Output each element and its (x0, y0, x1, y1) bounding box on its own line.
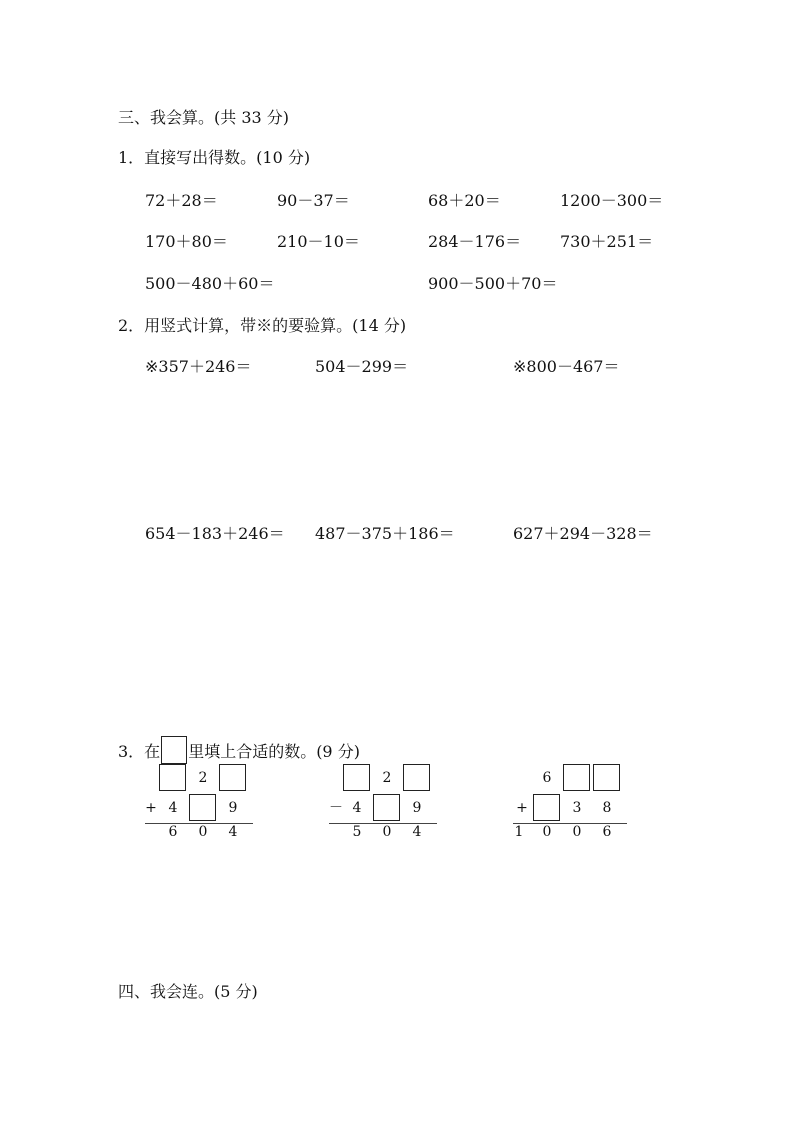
q2-title: 2．用竖式计算，带※的要验算。(14 分) (118, 316, 407, 335)
vertical-calc-item: 627＋294－328＝ (513, 524, 653, 543)
answer-box-icon (161, 736, 187, 764)
digit-puzzle-1 (145, 762, 275, 842)
oral-item: 210－10＝ (277, 232, 360, 251)
digit-puzzle-3 (513, 762, 643, 842)
oral-item: 284－176＝ (428, 232, 522, 251)
puzzle-digit: 4 (228, 824, 238, 840)
q3-title-suffix: 里填上合适的数。(9 分) (188, 742, 360, 761)
puzzle-digit: 0 (382, 824, 392, 840)
vertical-calc-item: ※800－467＝ (513, 357, 620, 376)
answer-box[interactable] (533, 794, 560, 821)
puzzle-digit: 0 (542, 824, 552, 840)
oral-item: 1200－300＝ (560, 191, 664, 210)
answer-box[interactable] (593, 764, 620, 791)
puzzle-digit: 0 (198, 824, 208, 840)
puzzle-digit: 6 (168, 824, 178, 840)
vertical-calc-item: 654－183＋246＝ (145, 524, 285, 543)
oral-item: 730＋251＝ (560, 232, 654, 251)
oral-item: 90－37＝ (277, 191, 350, 210)
section-3-title: 三、我会算。(共 33 分) (118, 108, 290, 127)
answer-box[interactable] (189, 794, 216, 821)
puzzle-digit: 0 (572, 824, 582, 840)
operator-sign: + (516, 800, 528, 816)
q3-title-prefix: 3．在 (118, 742, 161, 761)
puzzle-digit: 8 (602, 800, 612, 816)
puzzle-digit: 6 (542, 770, 552, 786)
q1-title: 1．直接写出得数。(10 分) (118, 148, 311, 167)
puzzle-digit: 6 (602, 824, 612, 840)
puzzle-digit: 4 (168, 800, 178, 816)
puzzle-digit: 9 (228, 800, 238, 816)
answer-box[interactable] (343, 764, 370, 791)
puzzle-digit: 9 (412, 800, 422, 816)
operator-sign: － (329, 800, 343, 816)
puzzle-digit: 1 (514, 824, 524, 840)
puzzle-digit: 2 (198, 770, 208, 786)
answer-box[interactable] (159, 764, 186, 791)
puzzle-digit: 4 (412, 824, 422, 840)
oral-item: 500－480＋60＝ (145, 274, 275, 293)
section-4-title: 四、我会连。(5 分) (118, 982, 258, 1001)
vertical-calc-item: 487－375＋186＝ (315, 524, 455, 543)
answer-box[interactable] (219, 764, 246, 791)
answer-box[interactable] (403, 764, 430, 791)
vertical-calc-item: 504－299＝ (315, 357, 409, 376)
puzzle-digit: 4 (352, 800, 362, 816)
q3-title (118, 736, 360, 764)
puzzle-digit: 5 (352, 824, 362, 840)
digit-puzzle-2 (329, 762, 459, 842)
answer-box[interactable] (563, 764, 590, 791)
puzzle-digit: 3 (572, 800, 582, 816)
oral-item: 68＋20＝ (428, 191, 501, 210)
answer-box[interactable] (373, 794, 400, 821)
oral-item: 72＋28＝ (145, 191, 218, 210)
operator-sign: + (145, 800, 157, 816)
vertical-calc-item: ※357＋246＝ (145, 357, 252, 376)
oral-item: 900－500＋70＝ (428, 274, 558, 293)
puzzle-digit: 2 (382, 770, 392, 786)
oral-item: 170＋80＝ (145, 232, 228, 251)
